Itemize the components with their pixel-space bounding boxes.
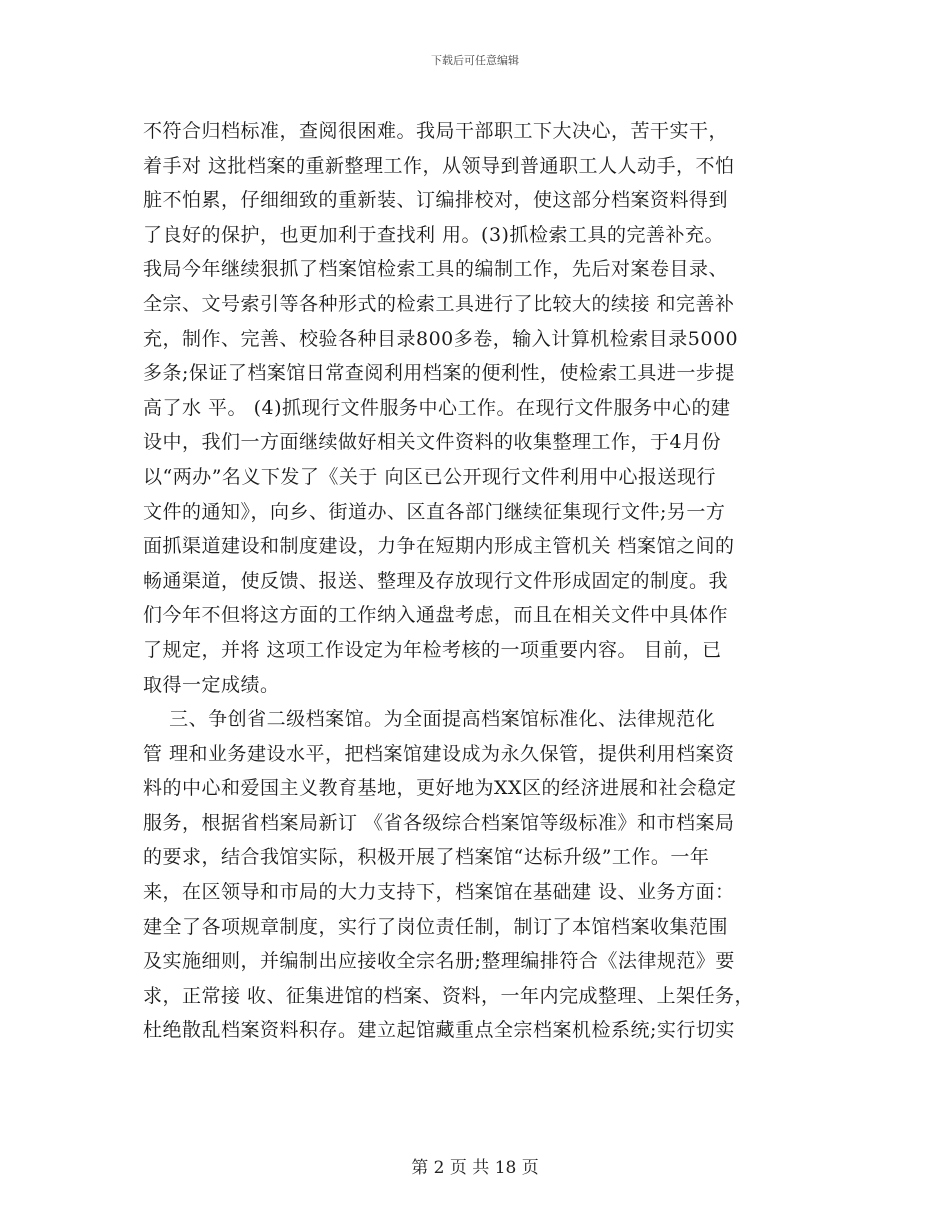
text-line: 高了水 平。 (4)抓现行文件服务中心工作。在现行文件服务中心的建: [143, 396, 731, 419]
text-line: 以“两办”名义下发了《关于 向区已公开现行文件利用中心报送现行: [143, 465, 716, 488]
text-line: 我局今年继续狠抓了档案馆检索工具的编制工作，先后对案卷目录、: [143, 258, 729, 281]
text-line: 设中，我们一方面继续做好相关文件资料的收集整理工作，于4月份: [143, 431, 722, 454]
page-footer: 第 2 页 共 18 页: [411, 1158, 539, 1178]
text-line: 来，在区领导和市局的大力支持下，档案馆在基础建 设、业务方面：: [143, 881, 735, 904]
text-line: 了良好的保护，也更加利于查找利 用。(3)抓检索工具的完善补充。: [143, 223, 724, 246]
text-line: 多条;保证了档案馆日常查阅利用档案的便利性，使检索工具进一步提: [143, 362, 735, 385]
text-line: 着手对 这批档案的重新整理工作，从领导到普通职工人人动手，不怕: [143, 154, 735, 177]
page-header: 下载后可任意编辑: [431, 54, 519, 67]
text-line: 杜绝散乱档案资料积存。建立起馆藏重点全宗档案机检系统;实行切实: [143, 1019, 735, 1042]
text-line: 充，制作、完善、校验各种目录800多卷，输入计算机检索目录5000: [143, 327, 739, 350]
text-line: 脏不怕累，仔细细致的重新装、订编排校对，使这部分档案资料得到: [143, 189, 729, 212]
text-line: 们今年不但将这方面的工作纳入通盘考虑，而且在相关文件中具体作: [143, 604, 729, 627]
text-line: 畅通渠道，使反馈、报送、整理及存放现行文件形成固定的制度。我: [143, 569, 729, 592]
document-body: [143, 114, 823, 1048]
text-line: 的要求，结合我馆实际，积极开展了档案馆“达标升级”工作。一年: [143, 846, 710, 869]
text-line: 文件的通知》，向乡、街道办、区直各部门继续征集现行文件;另一方: [143, 500, 726, 523]
text-line: 取得一定成绩。: [143, 673, 280, 696]
text-line: 管 理和业务建设水平，把档案馆建设成为永久保管，提供利用档案资: [143, 742, 735, 765]
text-line: 求，正常接 收、征集进馆的档案、资料，一年内完成整理、上架任务，: [143, 984, 755, 1007]
text-line: 及实施细则，并编制出应接收全宗名册;整理编排符合《法律规范》要: [143, 950, 735, 973]
text-line: 不符合归档标准，查阅很困难。我局干部职工下大决心，苦干实干，: [143, 120, 729, 142]
text-line: 料的中心和爱国主义教育基地，更好地为XX区的经济进展和社会稳定: [143, 777, 737, 800]
text-line: 了规定，并将 这项工作设定为年检考核的一项重要内容。 目前，已: [143, 638, 722, 661]
text-line: 服务，根据省档案局新订 《省各级综合档案馆等级标准》和市档案局: [143, 811, 735, 834]
text-line: 建全了各项规章制度，实行了岗位责任制，制订了本馆档案收集范围: [143, 915, 729, 938]
text-line: 全宗、文号索引等各种形式的检索工具进行了比较大的续接 和完善补: [143, 292, 735, 315]
text-line: 三、争创省二级档案馆。为全面提高档案馆标准化、法律规范化: [143, 708, 716, 731]
text-line: 面抓渠道建设和制度建设，力争在短期内形成主管机关 档案馆之间的: [143, 535, 735, 558]
